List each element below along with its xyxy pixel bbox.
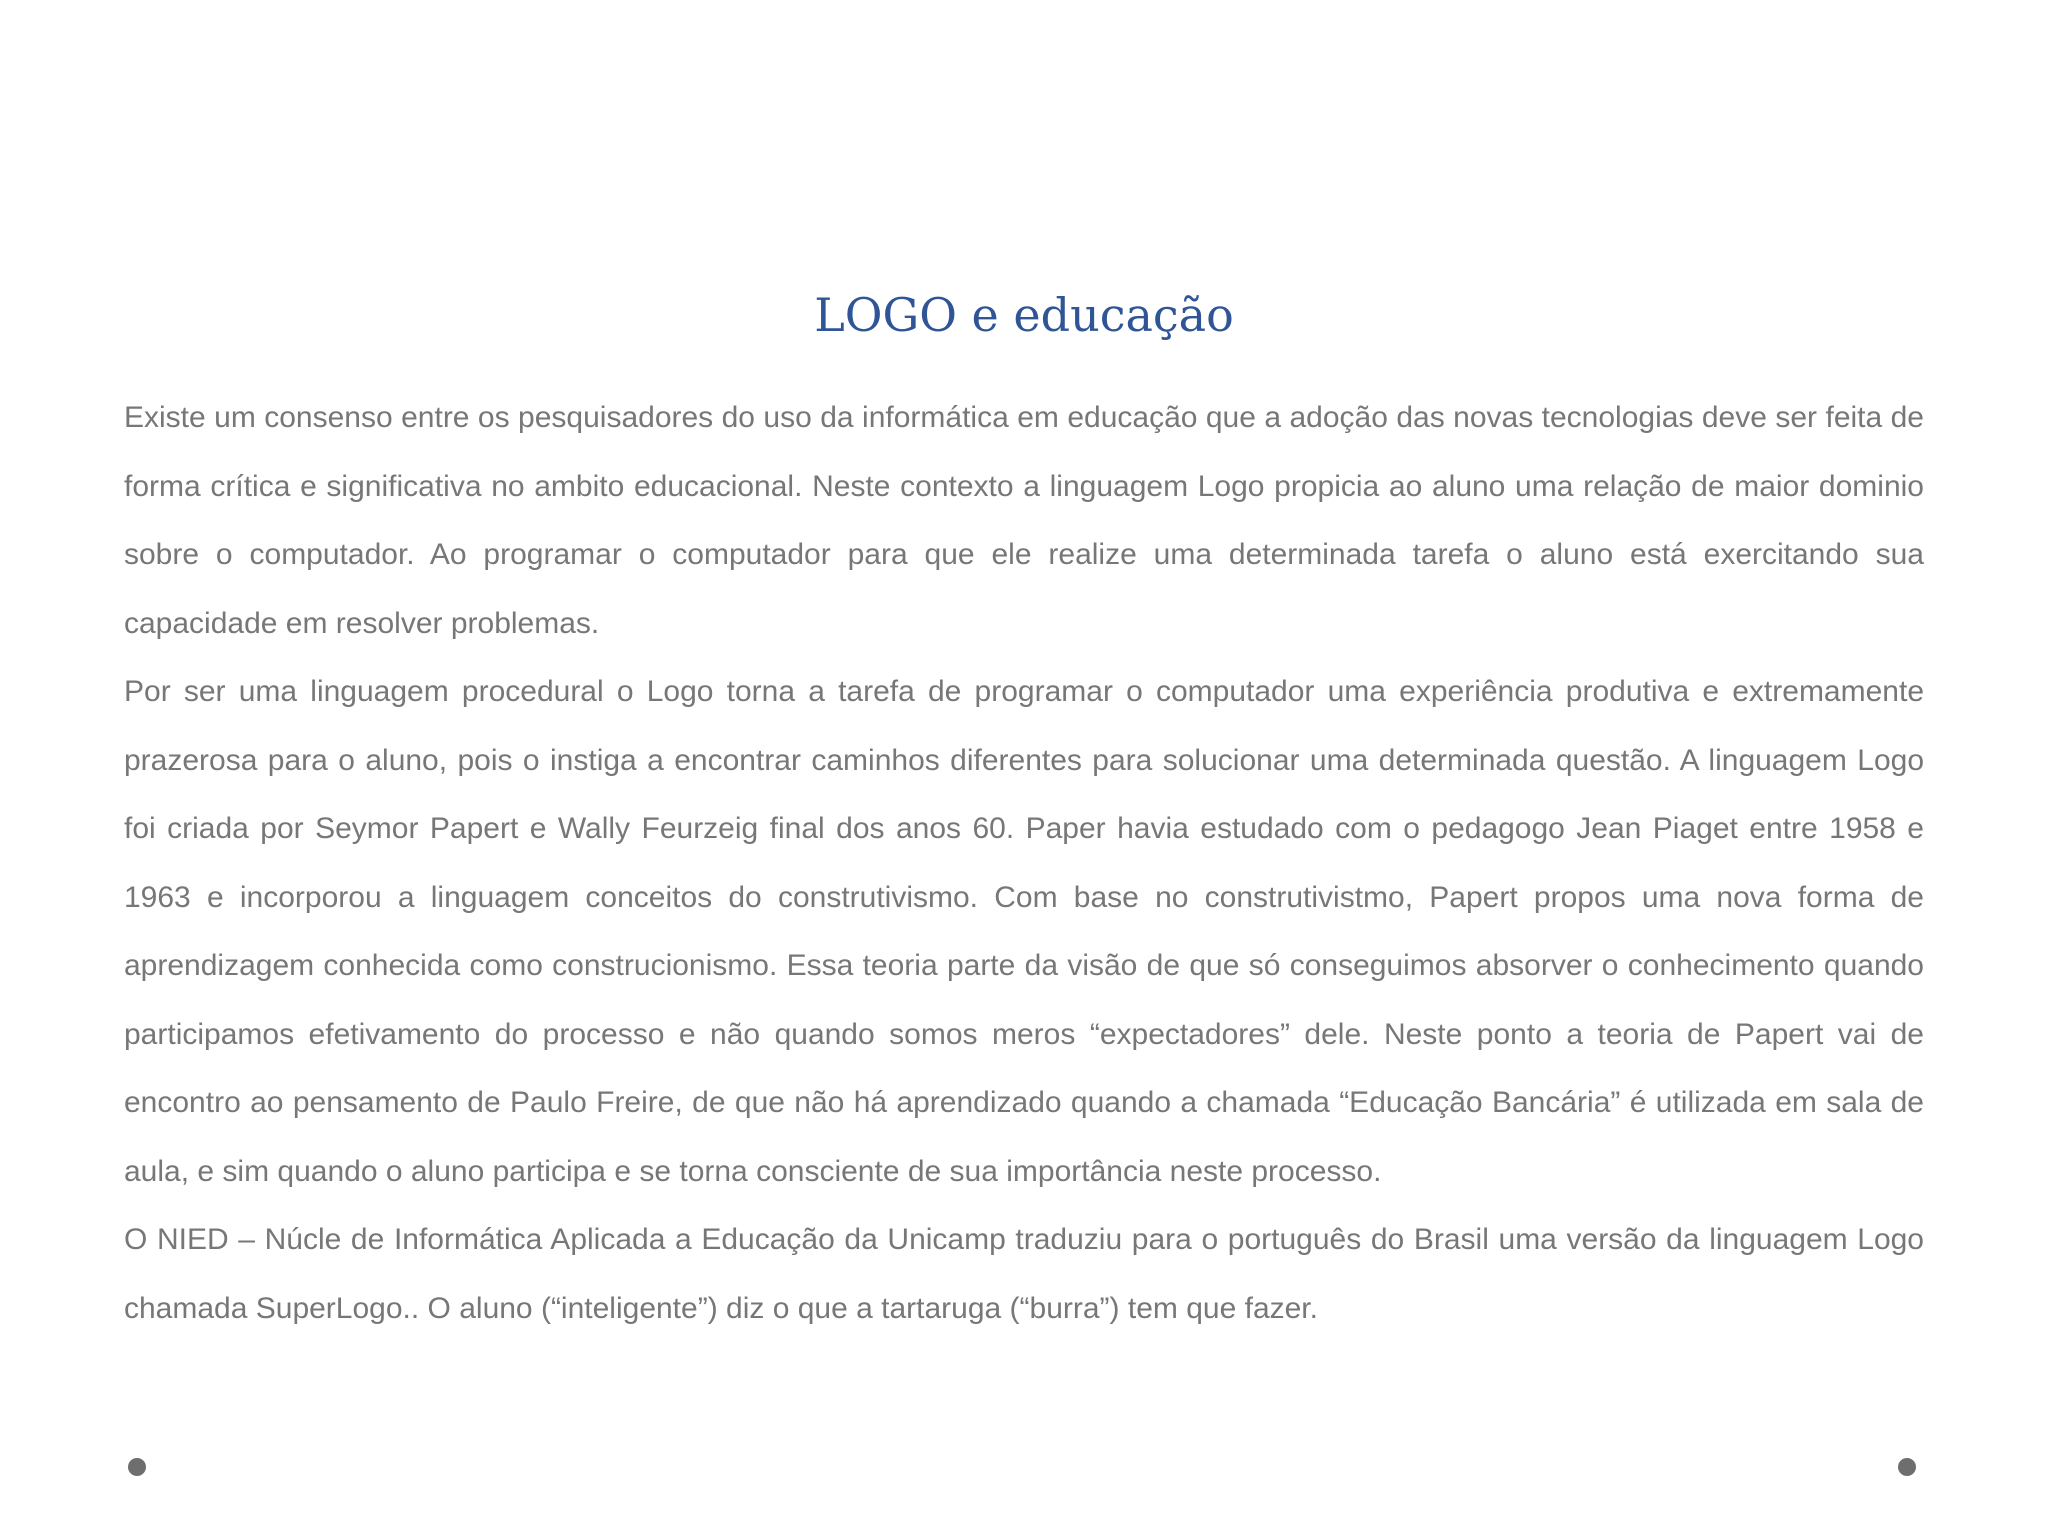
paragraph-1: Existe um consenso entre os pesquisadores do uso da informática em educação que a adoção das novas tecnologias deve ser feita de forma crítica e significativa no ambito educacional. Neste contexto a linguagem Logo propicia ao aluno uma relação de maior dominio sobre o computador. Ao programar o computador para que ele realize uma determinada tarefa o aluno está exercitando sua capacidade em resolver problemas. [124, 401, 1924, 640]
paragraph-3: O NIED – Núcle de Informática Aplicada a Educação da Unicamp traduziu para o português do Brasil uma versão da linguagem Logo chamada SuperLogo.. O aluno (“inteligente”) diz o que a tartaruga (“burra”) tem que fazer. [124, 1223, 1924, 1325]
left-dot-icon [128, 1458, 146, 1476]
right-dot-icon [1898, 1458, 1916, 1476]
slide-body [124, 384, 1924, 1343]
slide-title: LOGO e educação [814, 288, 1234, 342]
paragraph-2: Por ser uma linguagem procedural o Logo torna a tarefa de programar o computador uma experiência produtiva e extremamente prazerosa para o aluno, pois o instiga a encontrar caminhos diferentes para solucionar uma determinada questão. A linguagem Logo foi criada por Seymor Papert e Wally Feurzeig final dos anos 60. Paper havia estudado com o pedagogo Jean Piaget entre 1958 e 1963 e incorporou a linguagem conceitos do construtivismo. Com base no construtivistmo, Papert propos uma nova forma de aprendizagem conhecida como construcionismo. Essa teoria parte da visão de que só conseguimos absorver o conhecimento quando participamos efetivamento do processo e não quando somos meros “expectadores” dele. Neste ponto a teoria de Papert vai de encontro ao pensamento de Paulo Freire, de que não há aprendizado quando a chamada “Educação Bancária” é utilizada em sala de aula, e sim quando o aluno participa e se torna consciente de sua importância neste processo. [124, 675, 1924, 1188]
